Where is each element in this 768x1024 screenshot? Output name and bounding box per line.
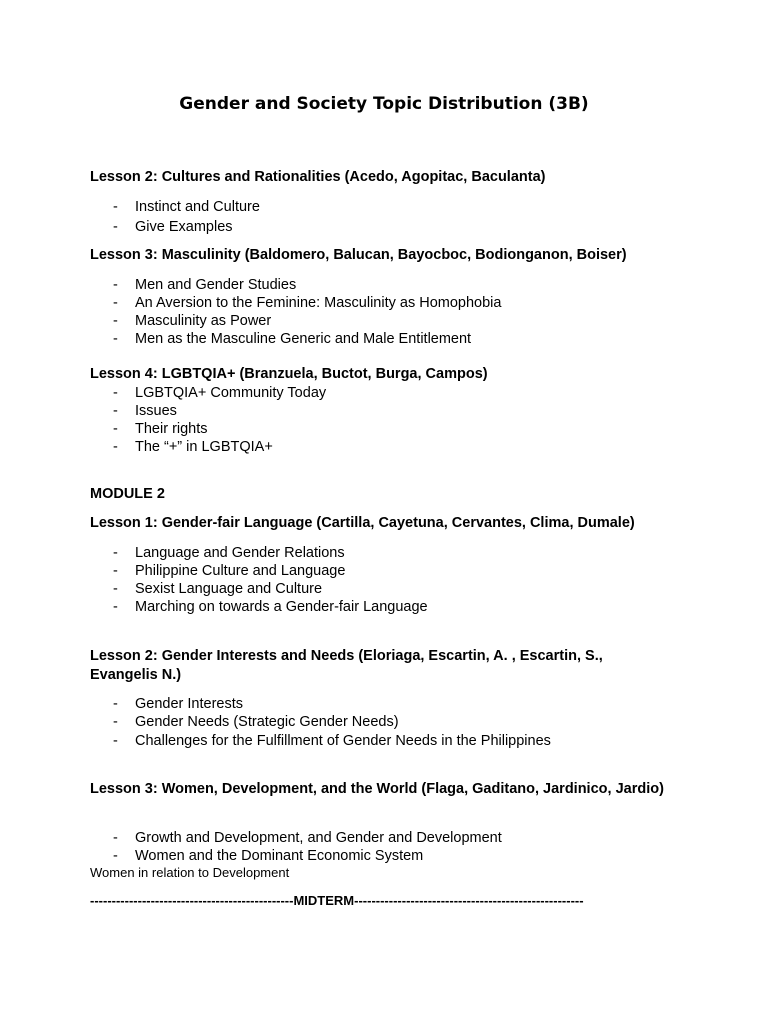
list-item: - Give Examples <box>113 219 233 235</box>
bullet-dash: - <box>113 439 118 455</box>
midterm-divider: -----------------------------------------------MIDTERM----------------------------------------------------- <box>90 893 584 908</box>
list-item: - Marching on towards a Gender-fair Language <box>113 599 428 615</box>
bullet-dash: - <box>113 599 118 615</box>
list-item: - Instinct and Culture <box>113 199 260 215</box>
bullet-dash: - <box>113 219 118 235</box>
list-item: - Challenges for the Fulfillment of Gender Needs in the Philippines <box>113 733 551 749</box>
bullet-dash: - <box>113 581 118 597</box>
list-item: - An Aversion to the Feminine: Masculinity as Homophobia <box>113 295 502 311</box>
list-item: - Growth and Development, and Gender and Development <box>113 830 502 846</box>
list-item: - Men as the Masculine Generic and Male Entitlement <box>113 331 472 347</box>
list-item: - Gender Interests <box>113 696 243 712</box>
list-item: - Language and Gender Relations <box>113 545 345 561</box>
bullet-dash: - <box>113 714 118 730</box>
list-item: - The “+” in LGBTQIA+ <box>113 439 273 455</box>
bullet-dash: - <box>113 696 118 712</box>
bullet-dash: - <box>113 295 118 311</box>
bullet-dash: - <box>113 277 118 293</box>
list-item: - Issues <box>113 403 177 419</box>
bullet-dash: - <box>113 563 118 579</box>
bullet-dash: - <box>113 199 118 215</box>
lesson-heading: Lesson 2: Cultures and Rationalities (Acedo, Agopitac, Baculanta) <box>90 169 546 185</box>
list-item: - Men and Gender Studies <box>113 277 297 293</box>
lesson-heading: Lesson 4: LGBTQIA+ (Branzuela, Buctot, Burga, Campos) <box>90 366 488 382</box>
bullet-dash: - <box>113 421 118 437</box>
list-item: - LGBTQIA+ Community Today <box>113 385 327 401</box>
lesson-heading: Lesson 3: Masculinity (Baldomero, Balucan, Bayocboc, Bodionganon, Boiser) <box>90 247 627 263</box>
bullet-dash: - <box>113 331 118 347</box>
list-item: - Gender Needs (Strategic Gender Needs) <box>113 714 399 730</box>
module-heading: MODULE 2 <box>90 486 165 502</box>
lesson-heading: Lesson 3: Women, Development, and the World (Flaga, Gaditano, Jardinico, Jardio) <box>90 781 664 797</box>
list-item: - Sexist Language and Culture <box>113 581 323 597</box>
list-item: - Their rights <box>113 421 208 437</box>
list-item: - Masculinity as Power <box>113 313 272 329</box>
bullet-dash: - <box>113 385 118 401</box>
list-item: - Philippine Culture and Language <box>113 563 346 579</box>
bullet-dash: - <box>113 830 118 846</box>
trailing-text: Women in relation to Development <box>90 865 290 880</box>
bullet-dash: - <box>113 545 118 561</box>
bullet-dash: - <box>113 733 118 749</box>
page-title: Gender and Society Topic Distribution (3B) <box>179 94 589 114</box>
lesson-heading: Lesson 2: Gender Interests and Needs (Eloriaga, Escartin, A. , Escartin, S., Evangelis N.) <box>90 648 603 683</box>
list-item: - Women and the Dominant Economic System <box>113 848 424 864</box>
bullet-dash: - <box>113 313 118 329</box>
lesson-heading: Lesson 1: Gender-fair Language (Cartilla, Cayetuna, Cervantes, Clima, Dumale) <box>90 515 635 531</box>
bullet-dash: - <box>113 848 118 864</box>
bullet-dash: - <box>113 403 118 419</box>
